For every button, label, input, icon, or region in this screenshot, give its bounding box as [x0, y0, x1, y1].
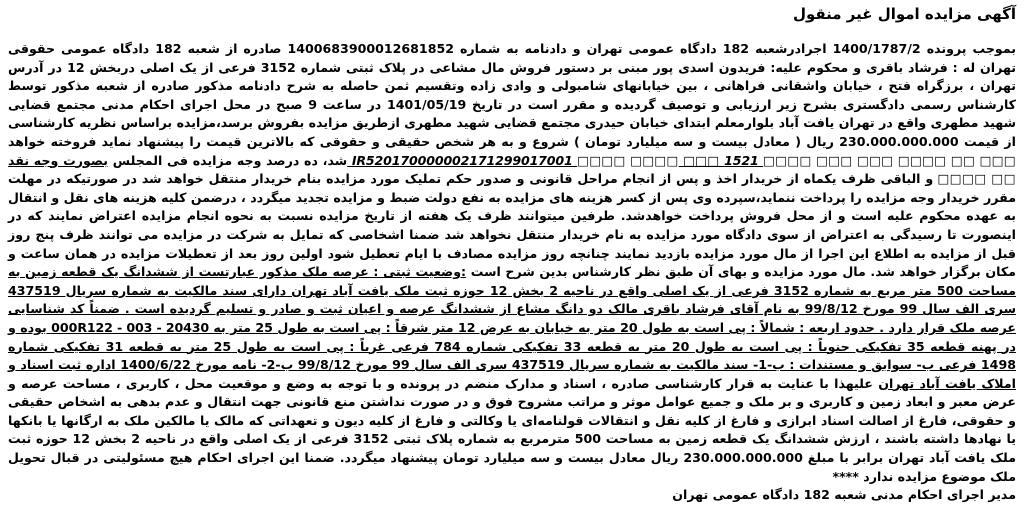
notice-signature: مدیر اجرای احکام مدنی شعبه 182 دادگاه عمومی تهران	[672, 487, 1016, 503]
garbled-text-2: □□□□ □□□□ □□ □□□□	[577, 152, 1016, 187]
registration-status: :وضعیت ثبتی : عرصه ملک مذکور عبارتست از ششدانگ یک قطعه زمین به مساحت 500 متر مربع به شماره 3152 فرعی از یک اصلی واقع در ناحیه 2 بخش 12 حوزه ثبت ملک یافت آباد تهران دارای سند مالکیت به شماره سریال 437519 سری الف سال 99 مورخ 99/8/12 به نام آقای فرشاد باقری مالک دو دانگ مشاع از ششدانگ عرصه و اعیان ثبت و صادر و تسلیم گردیده است . ضمناً کد شناسایی عرصه ملک قرار دارد . حدود اربعه : شمالاً : پی است به طول 20 متر به خیابان به عرض 12 متر شرقاً : پی است به طول 25 متر به 000R122 - 003 - 20430 بوده و در پهنه قطعه 35 تفکیکی جنوباً : پی است به طول 20 متر به قطعه 33 تفکیکی شماره 784 فرعی غرباً : پی است به طول 25 متر به قطعه 31 تفکیکی شماره 1498 فرعی ب- سوابق و مستندات : ب-1- سند مالکیت به شماره سریال 437519 سری الف سال 99 مورخ 99/8/12 ب-2- نامه مورخ 1400/6/22 اداره ثبت اسناد و املاک یافت آباد تهران	[8, 264, 1017, 391]
body-part-4: و الباقی ظرف یکماه از خریدار اخذ و پس از انجام مراحل قانونی و صدور حکم تملیک مورد مزایده بنام خریدار منتقل خواهد شد در صورتیکه در مهلت مقرر خریدار وجه مزایده را پرداخت ننماید،سپرده وی پس از کسر هزینه های مزایده به نفع دولت ضبط و مزایده تجدید میگردد ، درضمن کلیه هزینه های نقل و انتقال به عهده محکوم علیه است و از محل فروش پرداخت خواهدشد. طرفین میتوانند ظرف یک هفته از تاریخ مزایده نسبت به نحوه انجام مزایده اعتراض نمایند که در اینصورت تا رسیدگی به اعتراض از سوی دادگاه مورد مزایده به نام خریدار منتقل نخواهد شد ضمنا اشخاصی که تمایل به شرکت در مزایده می توانند ظرف پنج روز قبل از مزایده به اطلاع این اجرا از مال مورد مزایده بازدید نمایند چنانچه روز مزایده مصادف با ایام تعطیل شود اولین روز بعد از تعطیلات مزایده در همان ساعت و مکان برگزار خواهد شد. مال مورد مزایده و بهای آن طبق نظر کارشناس بدین شرح است	[8, 171, 1016, 280]
cash-payment-label: بصورت وجه نقد	[8, 152, 109, 168]
notice-page	[8, 4, 1016, 528]
body-part-5: علیهذا با عنایت به قرار کارشناسی صادره ، اسناد و مدارک منضم در پرونده و با توجه به وضع و موقعیت محل ، کاربری ، مساحت عرصه و عرض معبر و ابعاد زمین و کاربری و بر ملک و جمیع عوامل موثر و مراتب مشروح فوق و در صورت نداشتن منع قانونی جهت انتقال و عدم بدهی به اشخاص حقیقی و حقوقی، فارغ از اصالت اسناد ابرازی و فارغ از کلیه نقل و انتقالات قولنامه‌ای یا وکالتی و فارغ از کلیه دیون و تعهداتی که مالک یا مالکین ملک به ارگانها یا بانکها یا نهادها داشته باشند ، ارزش ششدانگ یک قطعه زمین به مساحت 500 مترمربع به شماره پلاک ثبتی 3152 فرعی از یک اصلی واقع در ناحیه 2 بخش 12 حوزه ثبت ملک یافت آباد تهران برابر با مبلغ 230.000.000.000 ریال معادل بیست و سه میلیارد تومان پیشنهاد میگردد. ضمنا این اجرای احکام هیچ مسئولیتی در قبال تحویل ملک موضوع مزایده ندارد ****	[8, 375, 1016, 484]
body-part-1: بموجب پرونده	[920, 41, 1017, 56]
iban-number: IR520170000002171299017001	[347, 152, 578, 168]
notice-title: آگهی مزایده اموال غیر منقول	[792, 5, 1016, 23]
body-part-2: اجرادرشعبه 182 دادگاه عمومی تهران و دادنامه به شماره	[453, 41, 833, 56]
case-number: 1400/1787/2	[832, 41, 921, 56]
notice-body	[8, 40, 1016, 486]
body-part-3: صادره از شعبه 182 دادگاه عمومی حقوقی تهران له : فرشاد باقری و محکوم علیه: فریدون اسدی پور مبنی بر دستور فروش مال مشاعی در پلاک ثبتی شماره 3152 فرعی از یک اصلی دربخش 12 در آدرس تهران ، برزگراه فتح ، خیابان واشقانی فراهانی ، بین خیابانهای شامبولی و وادی زاده وتقسیم ثمن حاصله به شرح دادنامه مذکور صادره از شعبه مذکور توسط کارشناس رسمی دادگستری بشرح زیر ارزیابی و توصیف گردیده و مقرر است در تاریخ 1401/05/19 در ساعت 9 صبح در محل اجرای احکام مدنی مجتمع قضایی شهید مطهری واقع در تهران یافت آباد بلوارمعلم ابتدای خیابان حیدری مجتمع قضایی شهید مطهری ازطریق مزایده بفروش برسد،مزایده براساس نظریه کارشناسی از قیمت 230.000.000.000 ریال ( معادل بیست و سه میلیارد تومان ) شروع و به هر شخص حقیقی و حقوقی که بالاترین قیمت را پیشنهاد نماید فروخته خواهد شد، ده درصد وجه مزایده فی المجلس	[8, 41, 1016, 168]
account-code: 1521 □□□	[678, 152, 764, 168]
ruling-number: 1400683900012681852	[287, 41, 454, 56]
garbled-text-1: □□□ □□ □□□□ □□□ □□□ □□□□	[763, 152, 1016, 168]
